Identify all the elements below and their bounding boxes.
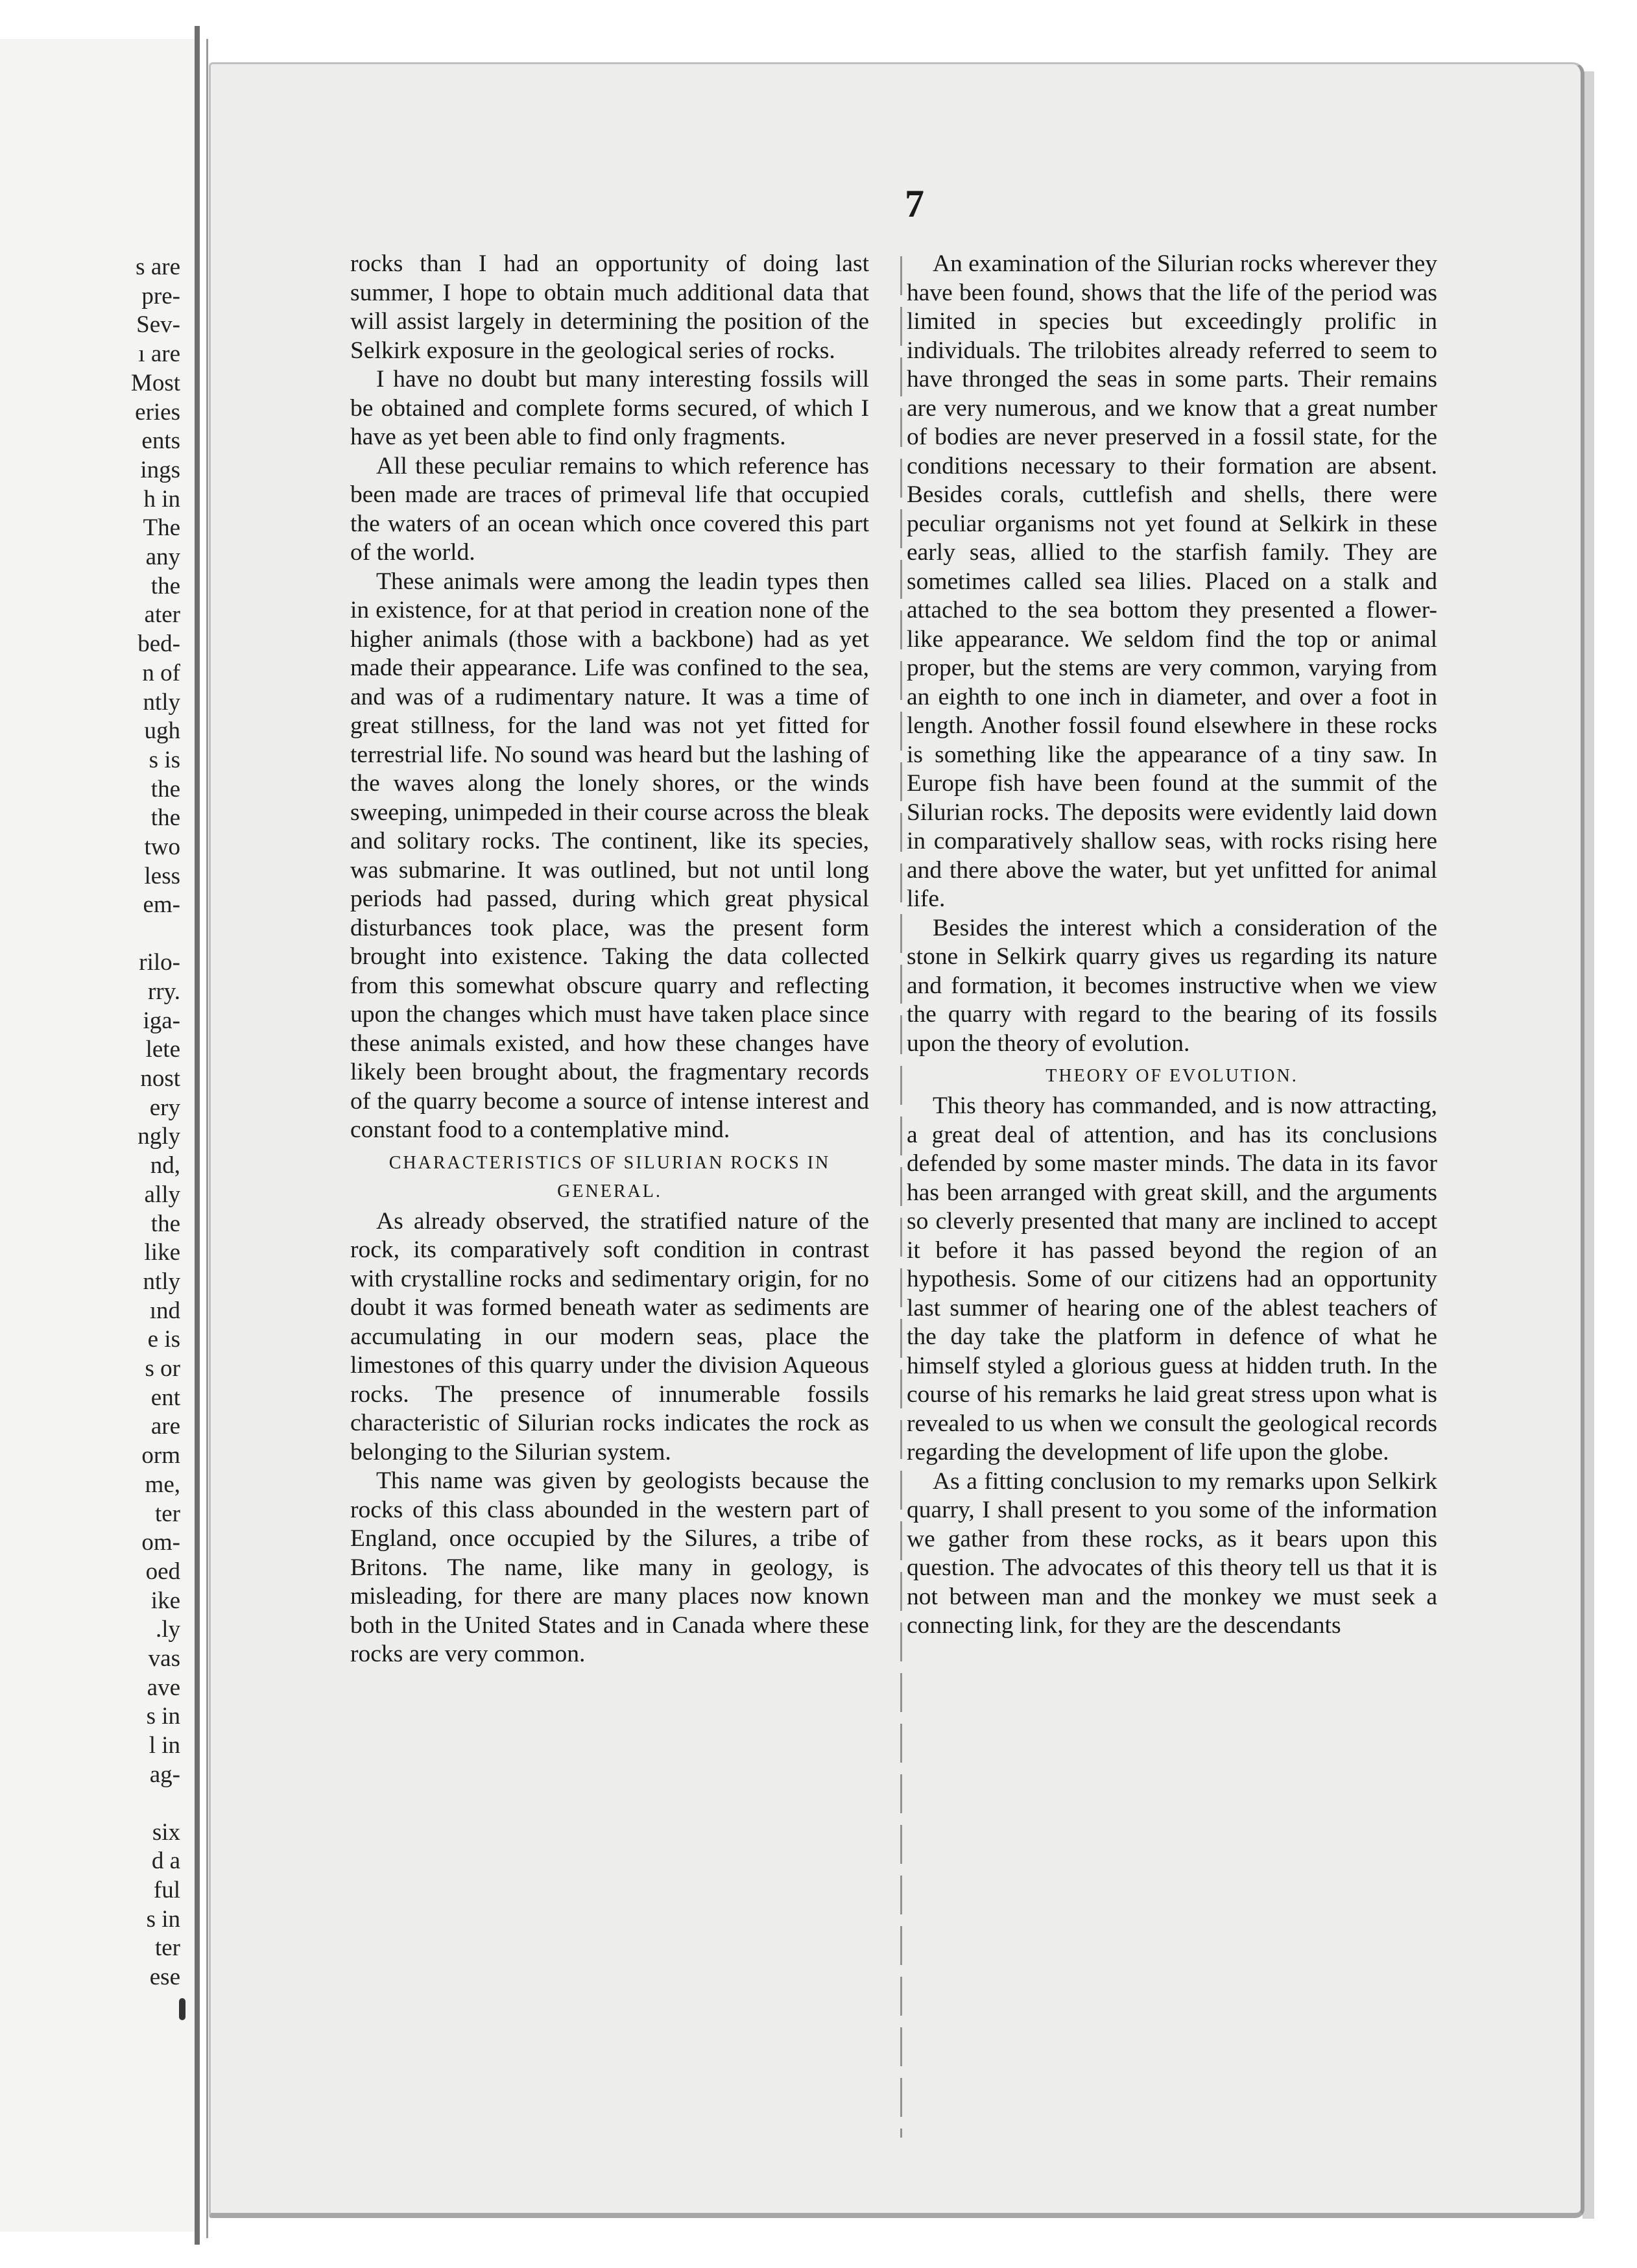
previous-page-line: ike [150, 1587, 180, 1614]
previous-page-line: Sev- [136, 311, 180, 339]
previous-page-line: ings [140, 456, 180, 483]
previous-page-line: ave [147, 1674, 180, 1701]
previous-page-line: om- [141, 1529, 180, 1556]
previous-page-line: the [150, 804, 180, 832]
paragraph: An examination of the Silurian rocks wherever they have been found, shows that the life of the period was limited in species but exceedingly prolific in individuals. The trilobites already referred to seem to have thronged the seas in some parts. Their remains are very numerous, and we know that a great number of bodies are never preserved in a fossil state, for the conditions necessary to their formation are absent. Besides corals, cuttlefish and shells, there were peculiar organisms not yet found at Selkirk in these early seas, allied to the starfish family. They are sometimes called sea lilies. Placed on a stalk and attached to the sea bottom they presented a flower-like appearance. We seldom find the top or animal proper, but the stems are very common, varying from an eighth to one inch in diameter, and over a foot in length. Another fossil found elsewhere in these rocks is something like the appearance of a tiny saw. In Europe fish have been found at the summit of the Silurian rocks. The deposits were evidently laid down in comparatively shallow seas, with rocks rising here and there above the water, but yet unfitted for animal life. [907, 250, 1437, 912]
previous-page-line: are [150, 1413, 180, 1440]
column-divider [900, 256, 902, 2138]
previous-page-line: s are [136, 254, 180, 280]
previous-page-line: nd, [150, 1152, 180, 1179]
page-edge [195, 26, 200, 2245]
previous-page-line: ful [153, 1876, 180, 1903]
previous-page-line: ents [141, 428, 180, 455]
paragraph: This theory has commanded, and is now attracting, a great deal of attention, and has its conclusions defended by some master minds. The data in its favor has been arranged with great skill, and the arguments so cleverly presented that many are inclined to accept it before it has passed beyond the region of an hypothesis. Some of our citizens had an opportunity last summer of hearing one of the ablest teachers of the day take the platform in defence of what he himself styled a glorious guess at hidden truth. In the course of his remarks he laid great stress upon what is revealed to us when we consult the geological records regarding the development of life upon the globe. [907, 1092, 1437, 1466]
previous-page-line: l in [149, 1732, 180, 1759]
previous-page-line: ally [144, 1181, 180, 1208]
previous-page-line: me, [145, 1471, 180, 1498]
previous-page-line: six [152, 1818, 180, 1846]
previous-page-text [131, 253, 180, 1992]
previous-page-line: pre- [141, 282, 180, 309]
previous-page-line: s or [145, 1355, 180, 1382]
section-heading: THEORY OF EVOLUTION. [1046, 1066, 1298, 1086]
previous-page-line: d a [151, 1848, 180, 1875]
previous-page-line: s in [146, 1703, 180, 1730]
paragraph: All these peculiar remains to which reference has been made are traces of primeval life that occupied the waters of an ocean which once covered this part of the world. [350, 452, 869, 566]
previous-page-line: rry. [148, 978, 180, 1005]
previous-page-line: oed [145, 1558, 180, 1585]
previous-page-line [131, 920, 180, 948]
paragraph: This name was given by geologists because the rocks of this class abounded in the western part of England, once occupied by the Silures, a tribe of Britons. The name, like many in geology, is misleading, for there are many places now known both in the United States and in Canada where these rocks are very common. [350, 1467, 869, 1667]
page-edge-inner [206, 39, 208, 2238]
previous-page-line: e is [147, 1326, 180, 1353]
previous-page-line: the [150, 1210, 180, 1237]
previous-page-line [131, 1790, 180, 1818]
previous-page-line: ntly [143, 1268, 180, 1295]
previous-page-line: orm [141, 1442, 180, 1469]
previous-page-line: like [144, 1239, 180, 1266]
left-column [350, 250, 869, 2190]
previous-page-line: bed- [137, 631, 180, 658]
previous-page-line: the [150, 572, 180, 599]
paragraph: As a fitting conclusion to my remarks upon Selkirk quarry, I shall present to you some of the information we gather from these rocks, as it bears upon this question. The advocates of this theory tell us that it is not between man and the monkey we must seek a connecting link, for they are the descendants [907, 1467, 1437, 1639]
paragraph: These animals were among the leadin types then in existence, for at that period in creation none of the higher animals (those with a backbone) had as yet made their appearance. Life was confined to the sea, and was of a rudimentary nature. It was a time of great stillness, for the land was not yet fitted for terrestrial life. No sound was heard but the lashing of the waves along the lonely shores, or the winds sweeping, unimpeded in their course across the bleak and solitary rocks. The continent, like its species, was submarine. It was outlined, but not until long periods had passed, during which great physical disturbances took place, was the present form brought into existence. Taking the data collected from this somewhat obscure quarry and reflecting upon the changes which must have taken place since these animals existed, and how these changes have likely been brought about, the fragmentary records of the quarry become a source of intense interest and constant food to a contemplative mind. [350, 568, 869, 1143]
previous-page-line: ı are [138, 341, 180, 368]
previous-page-line: two [144, 834, 180, 861]
previous-page-line: nost [140, 1065, 180, 1092]
previous-page-line: em- [143, 891, 180, 919]
previous-page-line: ngly [137, 1123, 180, 1150]
section-heading: CHARACTERISTICS OF SILURIAN ROCKS IN GENERAL. [388, 1152, 831, 1201]
previous-page-line: eries [135, 398, 180, 426]
previous-page-line: ınd [149, 1297, 180, 1324]
previous-page-line: ag- [149, 1761, 180, 1788]
previous-page-line: n of [142, 659, 180, 686]
binding-hole [179, 1998, 185, 2020]
paragraph: I have no doubt but many interesting fossils will be obtained and complete forms secured, of which I have as yet been able to find only fragments. [350, 366, 869, 450]
previous-page-fragment [0, 39, 195, 2232]
previous-page-line: ery [149, 1094, 180, 1121]
previous-page-line: ent [150, 1384, 180, 1411]
previous-page-line: lete [145, 1036, 180, 1063]
previous-page-line: ese [149, 1964, 180, 1991]
previous-page-line: ater [144, 601, 180, 629]
previous-page-line: less [144, 862, 180, 889]
previous-page-line: vas [148, 1645, 180, 1672]
previous-page-line: s in [146, 1905, 180, 1933]
previous-page-line: ter [154, 1935, 180, 1962]
paragraph: Besides the interest which a consideration of the stone in Selkirk quarry gives us regarding its nature and formation, it becomes instructive when we view the quarry with regard to the bearing of its fossils upon the theory of evolution. [907, 914, 1437, 1057]
previous-page-line: The [143, 514, 180, 542]
paragraph: As already observed, the stratified nature of the rock, its comparatively soft condition in contrast with crystalline rocks and sedimentary origin, for no doubt it was formed beneath water as sediments are accumulating in our modern seas, place the limestones of this quarry under the division Aqueous rocks. The presence of innumerable fossils characteristic of Silurian rocks indicates the rock as belonging to the Silurian system. [350, 1207, 869, 1466]
previous-page-line: ugh [144, 718, 180, 745]
page-number: 7 [905, 182, 924, 225]
previous-page-line: Most [130, 369, 180, 396]
previous-page-line: s is [149, 746, 180, 773]
previous-page-line: iga- [143, 1007, 180, 1034]
paragraph: rocks than I had an opportunity of doing last summer, I hope to obtain much additional data that will assist largely in determining the position of the Selkirk exposure in the geological series of rocks. [350, 250, 869, 364]
previous-page-line: ntly [143, 688, 180, 716]
previous-page-line: the [150, 775, 180, 802]
previous-page-line: h in [143, 485, 180, 513]
previous-page-line: any [145, 544, 180, 571]
right-column [907, 250, 1437, 2190]
previous-page-line: rilo- [139, 949, 180, 976]
previous-page-line: ter [154, 1500, 180, 1527]
previous-page-line: .ly [155, 1616, 180, 1643]
